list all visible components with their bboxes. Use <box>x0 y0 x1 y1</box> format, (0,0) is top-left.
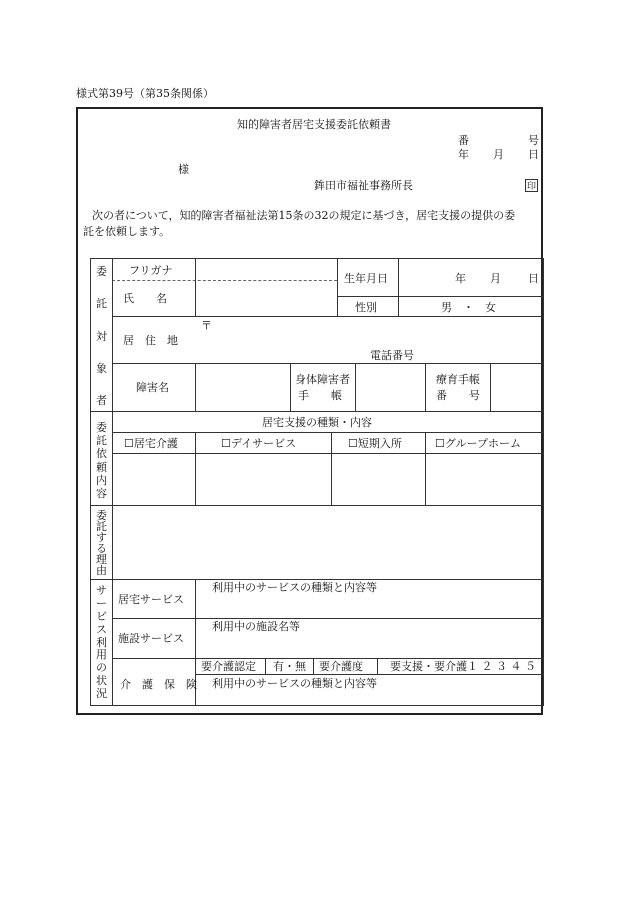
support-type-header: 居宅支援の種類・内容 <box>262 416 372 429</box>
date-year-label: 年 <box>458 148 469 161</box>
intro-line-1: 次の者について，知的障害者福祉法第15条の32の規定に基づき，居宅支援の提供の委 <box>92 209 516 222</box>
facility-service-note: 利用中の施設名等 <box>212 620 300 633</box>
intro-line-2: 託を依頼します。 <box>83 225 171 238</box>
date-day-label: 日 <box>528 148 539 161</box>
disability-label: 障害名 <box>136 381 169 394</box>
row-divider-options <box>112 453 544 454</box>
care-level-label: 要介護度 <box>319 660 363 673</box>
physical-cert-left <box>290 363 291 411</box>
care-cert-divider-1 <box>265 658 266 674</box>
label-col-divider-3 <box>195 432 196 505</box>
row-divider-home-service <box>112 618 544 619</box>
care-cert-divider-3 <box>377 658 378 674</box>
option-group-home[interactable]: ☐グループホーム <box>435 437 521 450</box>
phone-label: 電話番号 <box>370 349 414 362</box>
home-service-note: 利用中のサービスの種類と内容等 <box>212 581 377 594</box>
dob-month: 月 <box>490 272 501 285</box>
option-divider-2 <box>331 432 332 505</box>
physical-cert-label-2: 手 帳 <box>298 389 342 402</box>
option-home-care[interactable]: ☐居宅介護 <box>124 437 178 450</box>
row-divider-name <box>112 316 544 317</box>
care-cert-divider-2 <box>313 658 314 674</box>
dob-sex-divider <box>337 296 544 297</box>
label-col-divider <box>195 258 196 316</box>
dob-col-left <box>337 258 338 316</box>
section-label-reason: 委 託 す る 理 由 <box>96 509 107 577</box>
sex-options: 男 ・ 女 <box>441 301 496 314</box>
physical-cert-label-1: 身体障害者 <box>295 373 350 386</box>
address-label: 居 住 地 <box>123 334 178 347</box>
care-cert-options: 有・無 <box>273 660 306 673</box>
insurance-note: 利用中のサービスの種類と内容等 <box>212 677 377 690</box>
care-level-options: 要支援・要介護１ ２ ３ ４ ５ <box>390 660 536 673</box>
section-label-request: 委 託 依 頼 内 容 <box>96 421 107 500</box>
row-divider-request-end <box>90 505 544 506</box>
row-divider-address <box>112 363 544 364</box>
option-divider-3 <box>425 432 426 505</box>
document-title: 知的障害者居宅支援委託依頼書 <box>237 118 391 131</box>
home-service-label: 居宅サービス <box>118 593 184 606</box>
dob-label: 生年月日 <box>344 272 388 285</box>
label-col-divider-2 <box>195 363 196 411</box>
dob-day: 日 <box>528 272 539 285</box>
ryoiku-right <box>490 363 491 411</box>
date-month-label: 月 <box>493 148 504 161</box>
number-suffix: 号 <box>528 134 539 147</box>
option-day-service[interactable]: ☐デイサービス <box>221 437 297 450</box>
seal-mark: 印 <box>525 179 538 192</box>
issuer-name: 鉾田市福祉事務所長 <box>314 179 413 192</box>
name-label: 氏 名 <box>123 292 167 305</box>
insurance-label: 介 護 保 険 <box>120 678 197 691</box>
sex-label: 性別 <box>355 301 377 314</box>
care-cert-label: 要介護認定 <box>201 660 256 673</box>
ryoiku-left <box>425 363 426 411</box>
dob-year: 年 <box>455 272 466 285</box>
ryoiku-label-1: 療育手帳 <box>436 373 480 386</box>
ryoiku-label-2: 番 号 <box>436 389 480 402</box>
postal-mark: 〒 <box>201 319 212 332</box>
form-number: 様式第39号（第35条関係） <box>76 87 214 100</box>
physical-cert-right <box>355 363 356 411</box>
row-divider-subject-end <box>90 411 544 412</box>
section-label-divider <box>112 258 113 705</box>
table-border-bottom <box>90 705 544 706</box>
addressee-suffix: 様 <box>178 163 189 176</box>
number-label: 番 <box>458 134 469 147</box>
section-label-services: サ ー ビ ス 利 用 の 状 況 <box>96 584 107 700</box>
row-divider-facility <box>112 658 544 659</box>
table-border-top <box>90 258 544 259</box>
option-short-stay[interactable]: ☐短期入所 <box>348 437 402 450</box>
furigana-divider <box>112 280 337 281</box>
dob-col-right <box>398 258 399 316</box>
facility-service-label: 施設サービス <box>118 632 184 645</box>
table-border-right <box>543 258 544 705</box>
row-divider-care-cert <box>195 674 544 675</box>
furigana-label: フリガナ <box>129 264 173 277</box>
row-divider-type-header <box>112 432 544 433</box>
section-label-subject: 委 託 対 象 者 <box>96 265 107 407</box>
row-divider-reason-end <box>90 579 544 580</box>
